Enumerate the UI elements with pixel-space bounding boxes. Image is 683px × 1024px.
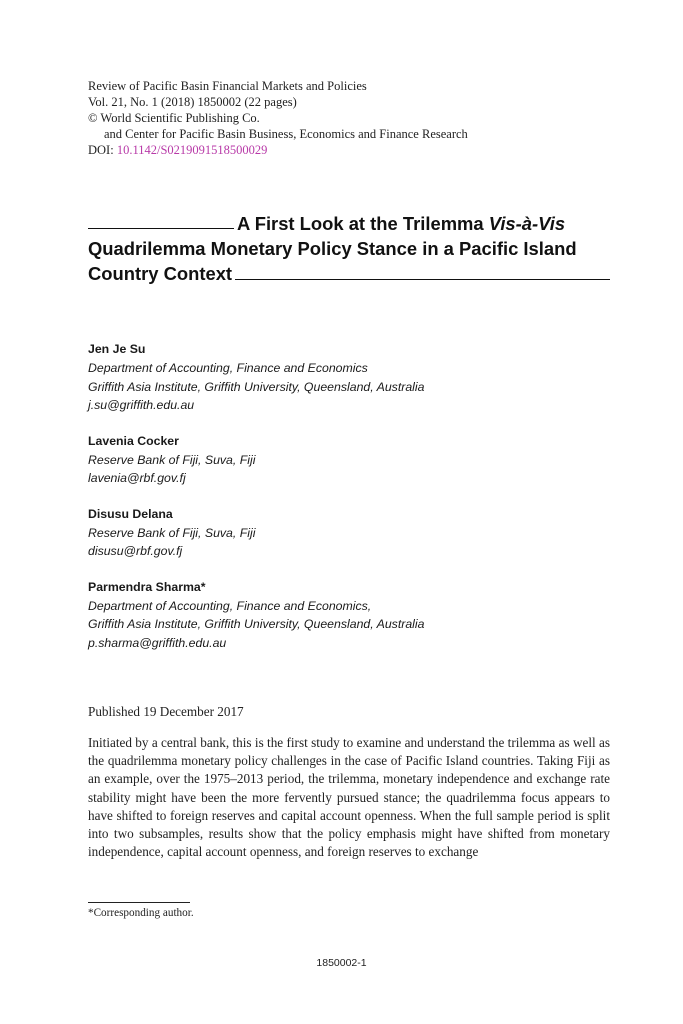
author-name: Disusu Delana: [88, 506, 173, 521]
title-italic: Vis-à-Vis: [488, 213, 566, 234]
title-line-1: [88, 211, 610, 236]
footnote: *Corresponding author.: [88, 907, 194, 919]
author-name: Lavenia Cocker: [88, 433, 179, 448]
author-affiliation: Griffith Asia Institute, Griffith University, Queensland, Australia: [88, 379, 425, 394]
title-rule-left: [88, 228, 234, 229]
author-email[interactable]: j.su@griffith.edu.au: [88, 398, 195, 412]
author-email[interactable]: disusu@rbf.gov.fj: [88, 544, 183, 558]
title-line-3: [88, 261, 610, 286]
footnote-rule: [88, 902, 190, 903]
title-text-1: [237, 211, 565, 236]
paper-title: [88, 211, 610, 286]
doi-label: DOI:: [88, 143, 117, 157]
author-2: [88, 432, 628, 488]
author-name: Jen Je Su: [88, 342, 146, 356]
author-affiliation: Griffith Asia Institute, Griffith University, Queensland, Australia: [88, 617, 425, 631]
author-list: [88, 340, 628, 669]
author-4: [88, 578, 628, 653]
author-affiliation: Department of Accounting, Finance and Economics: [88, 361, 368, 375]
title-rule-right: [235, 279, 610, 280]
published-date: Published 19 December 2017: [88, 704, 244, 719]
author-email[interactable]: lavenia@rbf.gov.fj: [88, 471, 186, 485]
title-text-2: Quadrilemma Monetary Policy Stance in a Pacific Island: [88, 238, 577, 259]
author-3: [88, 505, 628, 561]
author-affiliation: Reserve Bank of Fiji, Suva, Fiji: [88, 452, 256, 467]
journal-copyright-cont: and Center for Pacific Basin Business, Economics and Finance Research: [104, 127, 468, 141]
journal-volume: Vol. 21, No. 1 (2018) 1850002 (22 pages): [88, 95, 297, 109]
journal-header: [88, 78, 608, 158]
author-email[interactable]: p.sharma@griffith.edu.au: [88, 635, 227, 650]
author-1: [88, 340, 628, 415]
author-affiliation: Department of Accounting, Finance and Economics,: [88, 598, 372, 613]
author-affiliation: Reserve Bank of Fiji, Suva, Fiji: [88, 525, 256, 540]
author-name: Parmendra Sharma*: [88, 579, 206, 594]
page-number: 1850002-1: [316, 957, 367, 969]
title-text-3: Country Context: [88, 263, 233, 284]
journal-name: Review of Pacific Basin Financial Markets and Policies: [88, 79, 367, 93]
doi-link[interactable]: 10.1142/S0219091518500029: [116, 143, 268, 157]
title-line-2: [88, 236, 610, 261]
title-part-1: A First Look at the Trilemma: [237, 213, 489, 234]
abstract-text: Initiated by a central bank, this is the first study to examine and understand the trilemma as well as the quadrilemma monetary policy challenges in the case of Pacific Island countries. Taking Fiji as an example, over the 1975–2013 period, the trilemma, monetary independence and exchange rate stability might have been the more fervently pursued stance; the quadrilemma focus appears to have shifted to foreign reserves and capital account openness. When the full sample period is split into two subsamples, results show that the policy emphasis might have shifted from monetary independence, capital account openness, and foreign reserves to exchange: [88, 735, 610, 860]
journal-copyright: © World Scientific Publishing Co.: [88, 111, 260, 125]
journal-doi: [88, 142, 608, 158]
